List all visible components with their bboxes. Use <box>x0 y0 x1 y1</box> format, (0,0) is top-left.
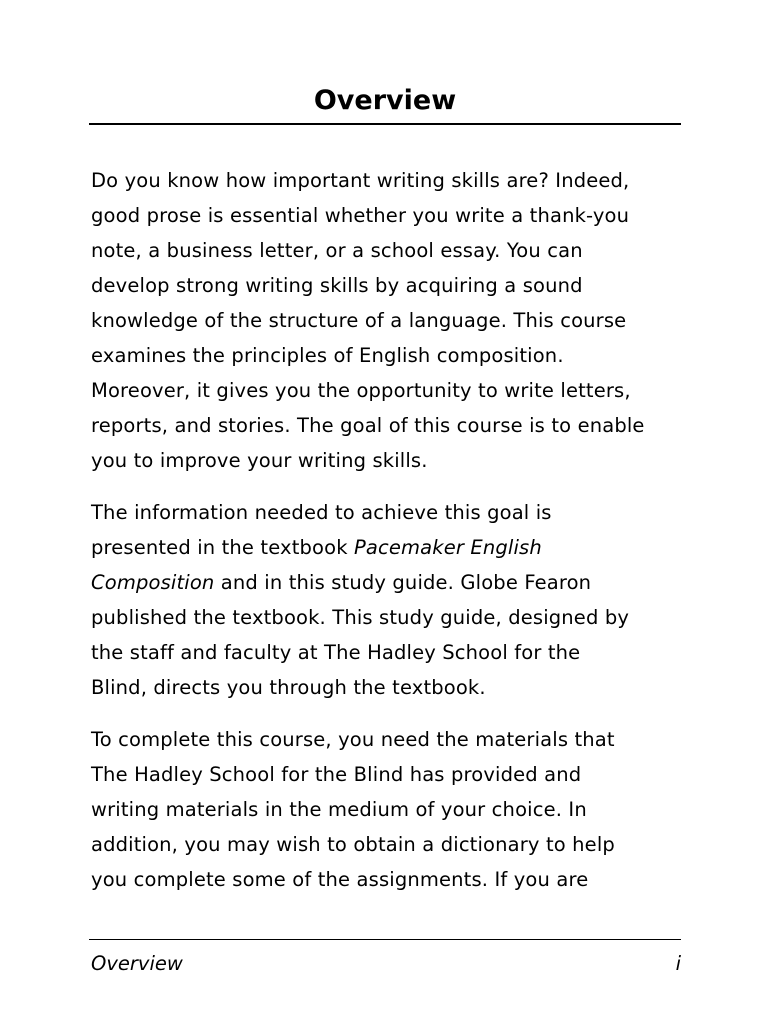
text-line: writing materials in the medium of your choice. In <box>91 798 587 821</box>
text-line: The Hadley School for the Blind has provided and <box>91 763 582 786</box>
text-line-with-title <box>91 530 691 565</box>
book-title-part-1: Pacemaker English <box>354 536 542 559</box>
text-line: good prose is essential whether you write a thank-you <box>91 204 630 227</box>
text-line-with-title <box>91 565 691 600</box>
footer-section-name: Overview <box>91 952 183 975</box>
text-line: Moreover, it gives you the opportunity to write letters, <box>91 379 631 402</box>
text-line: you to improve your writing skills. <box>91 449 428 472</box>
paragraph-1 <box>91 163 691 478</box>
text-line: addition, you may wish to obtain a dictionary to help <box>91 833 615 856</box>
text-line: the staff and faculty at The Hadley School for the <box>91 641 581 664</box>
text-line: develop strong writing skills by acquiring a sound <box>91 274 583 297</box>
document-body <box>91 163 691 914</box>
text-line: you complete some of the assignments. If you are <box>91 868 589 891</box>
text-line: published the textbook. This study guide, designed by <box>91 606 630 629</box>
paragraph-3 <box>91 722 691 897</box>
title-divider <box>89 123 681 125</box>
text-line: note, a business letter, or a school essay. You can <box>91 239 583 262</box>
text-line: The information needed to achieve this goal is <box>91 501 552 524</box>
text-line: examines the principles of English composition. <box>91 344 564 367</box>
text-line: Do you know how important writing skills are? Indeed, <box>91 169 630 192</box>
text-line: reports, and stories. The goal of this course is to enable <box>91 414 645 437</box>
text-line: Blind, directs you through the textbook. <box>91 676 486 699</box>
footer-divider <box>89 939 681 940</box>
text-segment: presented in the textbook <box>91 536 354 559</box>
text-segment: and in this study guide. Globe Fearon <box>214 571 592 594</box>
book-title-part-2: Composition <box>91 571 215 594</box>
text-line: To complete this course, you need the materials that <box>91 728 615 751</box>
paragraph-2 <box>91 495 691 705</box>
footer-page-number: i <box>675 952 681 975</box>
text-line: knowledge of the structure of a language. This course <box>91 309 627 332</box>
page-title: Overview <box>313 85 457 116</box>
